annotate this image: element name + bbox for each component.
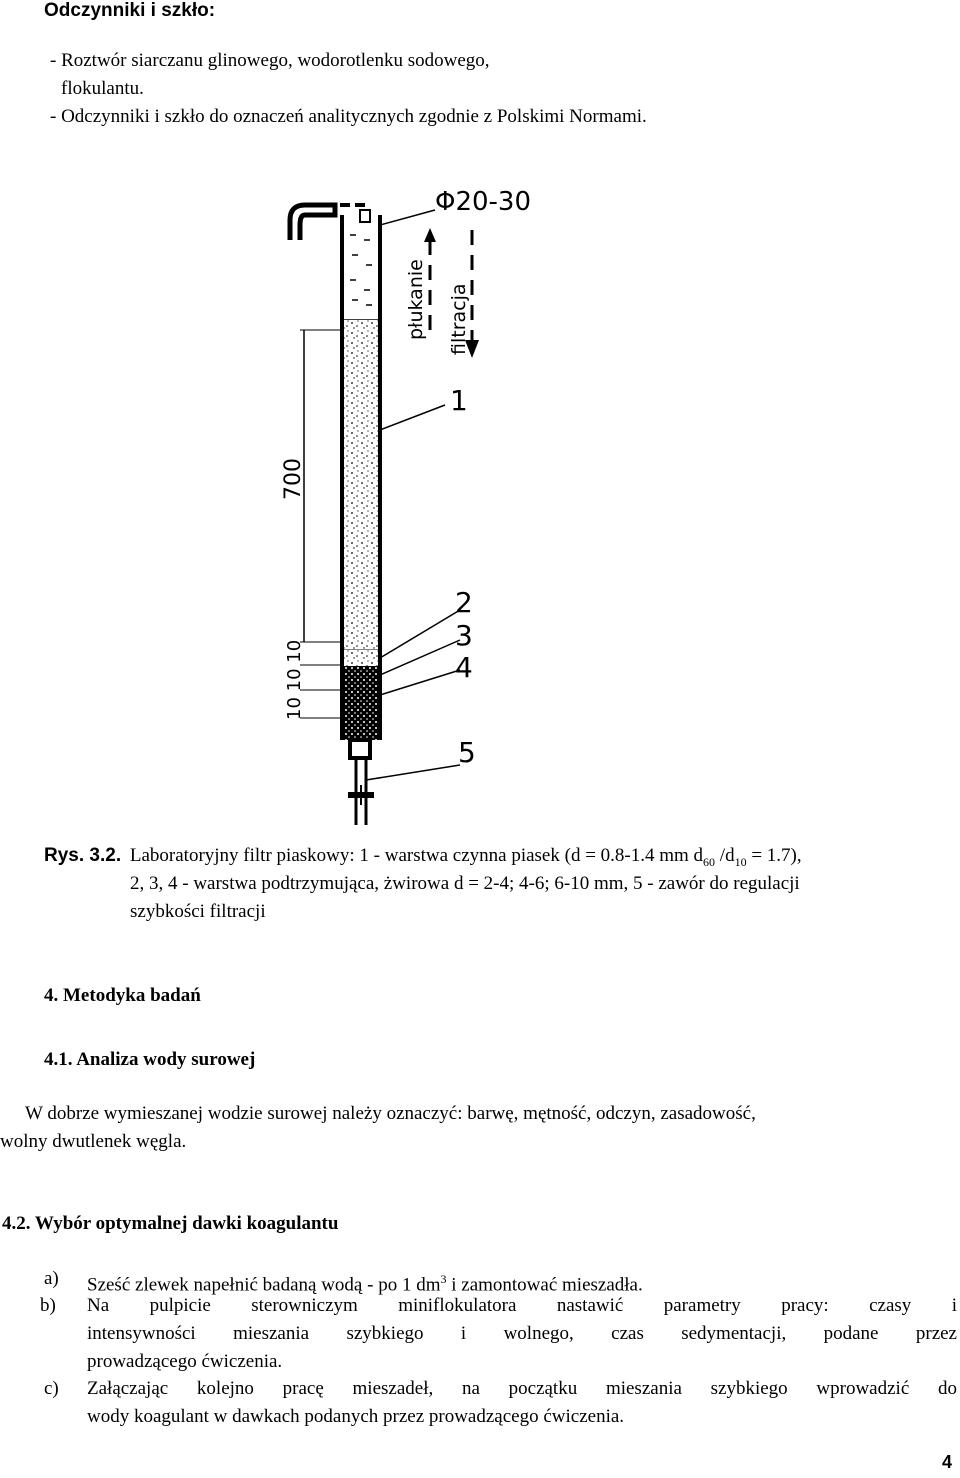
section-4-2-title: 4.2. Wybór optymalnej dawki koagulantu	[2, 1213, 339, 1234]
layer-thickness-labels: 10 10 10	[284, 639, 305, 720]
item-a-marker: a)	[44, 1268, 59, 1289]
callout-3: 3	[455, 619, 473, 652]
reagent-item-1-cont: flokulantu.	[61, 78, 144, 99]
section-4-1-line-2: wolny dwutlenek węgla.	[0, 1131, 187, 1152]
caption-line-1	[129, 845, 802, 869]
height-700-label: 700	[281, 458, 306, 500]
item-b-line-2: intensywności mieszania szybkiego i wolnego, czas sedymentacji, podane przez	[87, 1323, 957, 1344]
reagents-heading: Odczynniki i szkło:	[44, 0, 216, 21]
caption-line-1-text: Laboratoryjny filtr piaskowy: 1 - warstwa czynna piasek (d = 0.8-1.4 mm d	[129, 845, 704, 866]
callout-1: 1	[450, 384, 468, 417]
reagent-item-1: - Roztwór siarczanu glinowego, wodorotlenku sodowego,	[50, 50, 490, 71]
item-c-line-2: wody koagulant w dawkach podanych przez prowadzącego ćwiczenia.	[87, 1406, 625, 1427]
item-c-line-1: Załączając kolejno pracę mieszadeł, na początku mieszania szybkiego wprowadzić do	[87, 1378, 957, 1399]
section-4-1-line-1: W dobrze wymieszanej wodzie surowej należy oznaczyć: barwę, mętność, odczyn, zasadowość,	[25, 1103, 756, 1124]
callout-4: 4	[455, 651, 473, 684]
callout-5: 5	[458, 736, 476, 769]
flush-label: płukanie	[405, 259, 427, 340]
item-c-marker: c)	[44, 1378, 59, 1399]
reagent-item-2: - Odczynniki i szkło do oznaczeń analitycznych zgodnie z Polskimi Normami.	[50, 106, 647, 127]
filter-label: filtracja	[448, 283, 470, 355]
item-b-line-3: prowadzącego ćwiczenia.	[87, 1351, 283, 1372]
section-4-1-title: 4.1. Analiza wody surowej	[44, 1049, 256, 1070]
item-b-line-1: Na pulpicie sterowniczym miniflokulatora nastawić parametry pracy: czasy i	[87, 1295, 957, 1316]
item-a-text-2: i zamontować mieszadła.	[446, 1274, 643, 1296]
caption-line-3: szybkości filtracji	[130, 901, 266, 922]
caption-line-1-mid: /d	[715, 845, 735, 866]
callout-2: 2	[455, 586, 473, 619]
caption-sub-10: 10	[734, 854, 747, 869]
item-a-sup: 3	[440, 1272, 447, 1286]
page-number: 4	[942, 1452, 953, 1472]
caption-sub-60: 60	[703, 854, 716, 869]
item-a-text-1: Sześć zlewek napełnić badaną wodą - po 1 dm	[87, 1274, 441, 1296]
caption-line-1-end: = 1.7),	[746, 845, 802, 866]
section-4-title: 4. Metodyka badań	[44, 985, 201, 1006]
diameter-label: Φ20-30	[435, 187, 532, 217]
caption-line-2: 2, 3, 4 - warstwa podtrzymująca, żwirowa d = 2-4; 4-6; 6-10 mm, 5 - zawór do regulacji	[130, 873, 800, 894]
sand-filter-diagram	[260, 180, 560, 830]
item-b-marker: b)	[40, 1295, 56, 1316]
caption-label: Rys. 3.2.	[44, 845, 122, 866]
